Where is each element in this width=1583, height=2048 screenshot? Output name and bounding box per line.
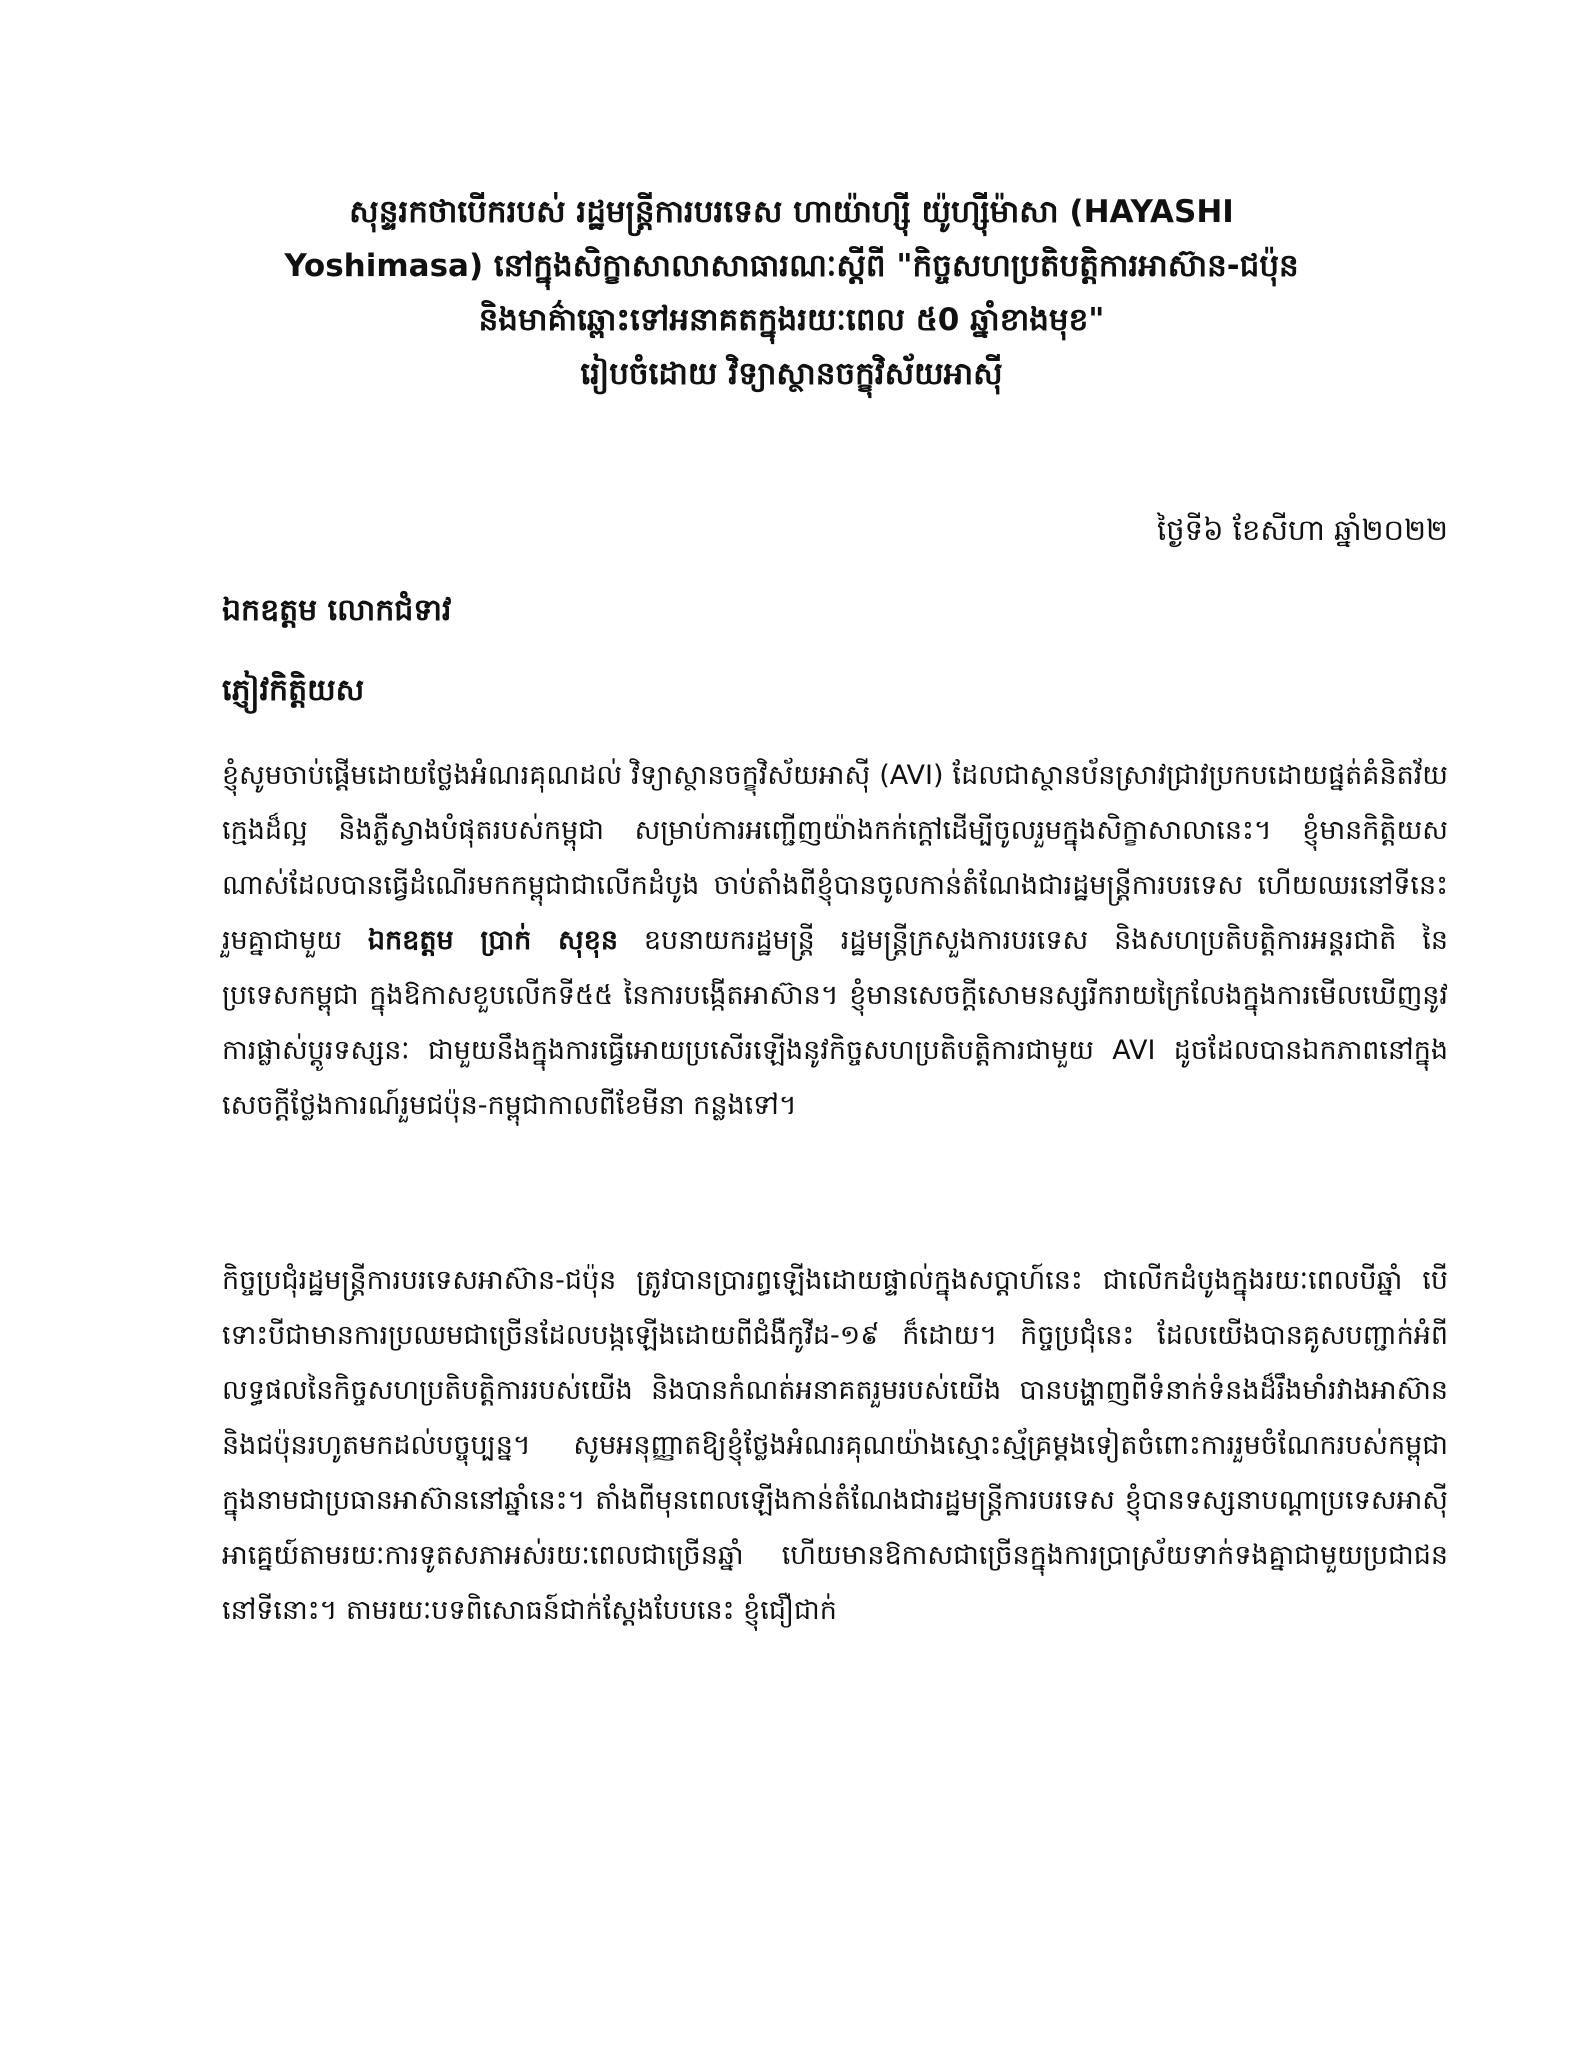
title-line-3: និងមាគ៌ាឆ្ពោះទៅអនាគតក្នុងរយៈពេល ៥0 ឆ្នាំខាងមុខ" xyxy=(478,302,1105,338)
paragraph-2: កិច្ចប្រជុំរដ្ឋមន្ត្រីការបរទេសអាស៊ាន-ជប៉ុន ត្រូវបានប្រារព្ធឡើងដោយផ្ទាល់ក្នុងសប្តាហ៍នេះ ជាលើកដំបូងក្នុងរយៈពេលបីឆ្នាំ បើទោះបីជាមានការប្រឈមជាច្រើនដែលបង្កឡើងដោយពីជំងឺកូវីដ-១៩ ក៏ដោយ។ កិច្ចប្រជុំនេះ ដែលយើងបានគូសបញ្ជាក់អំពីលទ្ធផលនៃកិច្ចសហប្រតិបត្តិការរបស់យើង និងបានកំណត់អនាគតរួមរបស់យើង បានបង្ហាញពីទំនាក់ទំនងដ៏រឹងមាំរវាងអាស៊ាន និងជប៉ុនរហូតមកដល់បច្ចុប្បន្ន។ សូមអនុញ្ញាតឱ្យខ្ញុំថ្លែងអំណរគុណយ៉ាងស្មោះស្ម័គ្រម្តងទៀតចំពោះការរួមចំណែករបស់កម្ពុជាក្នុងនាមជាប្រធានអាស៊ាននៅឆ្នាំនេះ។ តាំងពីមុនពេលឡើងកាន់តំណែងជារដ្ឋមន្ត្រីការបរទេស ខ្ញុំបានទស្សនាបណ្តាប្រទេសអាស៊ីអាគ្នេយ៍តាមរយៈការទូតសភាអស់រយៈពេលជាច្រើនឆ្នាំ ហើយមានឱកាសជាច្រើនក្នុងការប្រាស្រ័យទាក់ទងគ្នាជាមួយប្រជាជននៅទីនោះ។ តាមរយៈបទពិសោធន៍ជាក់ស្តែងបែបនេះ ខ្ញុំជឿជាក់ xyxy=(222,1265,1448,1626)
title-line-4: រៀបចំដោយ វិទ្យាស្ថានចក្ខុវិស័យអាស៊ី xyxy=(580,356,1003,392)
speech-title xyxy=(200,185,1383,401)
title-line-1: សុន្ទរកថាបើករបស់ រដ្ឋមន្ត្រីការបរទេស ហាយ៉ាហ្ស៊ី យ៉ូហ្ស៊ីម៉ាសា (HAYASHI xyxy=(349,194,1234,230)
paragraph-1 xyxy=(222,748,1448,1133)
paragraph-1-text-a: ខ្ញុំសូមចាប់ផ្តើមដោយថ្លែងអំណរគុណដល់ វិទ្យាស្ថានចក្ខុវិស័យអាស៊ី (AVI) ដែលជាស្ថានប័នស្រាវជ្រាវប្រកបដោយផ្នត់គំនិតវ័យក្មេងដ៏ល្អ និងភ្លឺស្វាងបំផុតរបស់កម្ពុជា សម្រាប់ការអញ្ជើញយ៉ាងកក់ក្តៅដើម្បីចូលរួមក្នុងសិក្ខាសាលានេះ។ ខ្ញុំមានកិត្តិយសណាស់ដែលបានធ្វើដំណើរមកកម្ពុជាជាលើកដំបូង ចាប់តាំងពីខ្ញុំបានចូលកាន់តំណែងជារដ្ឋមន្ត្រីការបរទេស ហើយឈរនៅទីនេះរួមគ្នាជាមួយ xyxy=(222,760,1448,956)
paragraph-1-emphasis: ឯកឧត្តម ប្រាក់ សុខុន xyxy=(367,925,618,956)
salutation-guests: ភ្ញៀវកិត្តិយស xyxy=(222,673,365,708)
title-line-2: Yoshimasa) នៅក្នុងសិក្ខាសាលាសាធារណៈស្តីពី "កិច្ចសហប្រតិបត្តិការអាស៊ាន-ជប៉ុន xyxy=(284,248,1299,284)
paragraph-1-text-b: ឧបនាយករដ្ឋមន្ត្រី រដ្ឋមន្ត្រីក្រសួងការបរទេស និងសហប្រតិបត្តិការអន្តរជាតិ នៃប្រទេសកម្ពុជា ក្នុងឱកាសខួបលើកទី៥៥ នៃការបង្កើតអាស៊ាន។ ខ្ញុំមានសេចក្តីសោមនស្សរីករាយក្រៃលែងក្នុងការមើលឃើញនូវការផ្លាស់ប្តូរទស្សនៈ ជាមួយនឹងក្នុងការធ្វើអោយប្រសើរឡើងនូវកិច្ចសហប្រតិបត្តិការជាមួយ AVI ដូចដែលបានឯកភាពនៅក្នុងសេចក្តីថ្លែងការណ៍រួមជប៉ុន-កម្ពុជាកាលពីខែមីនា កន្លងទៅ។ xyxy=(222,925,1448,1121)
speech-date: ថ្ងៃទី៦ ខែសីហា ឆ្នាំ២០២២ xyxy=(1156,513,1448,547)
salutation-dignitaries: ឯកឧត្តម លោកជំទាវ xyxy=(222,593,452,628)
